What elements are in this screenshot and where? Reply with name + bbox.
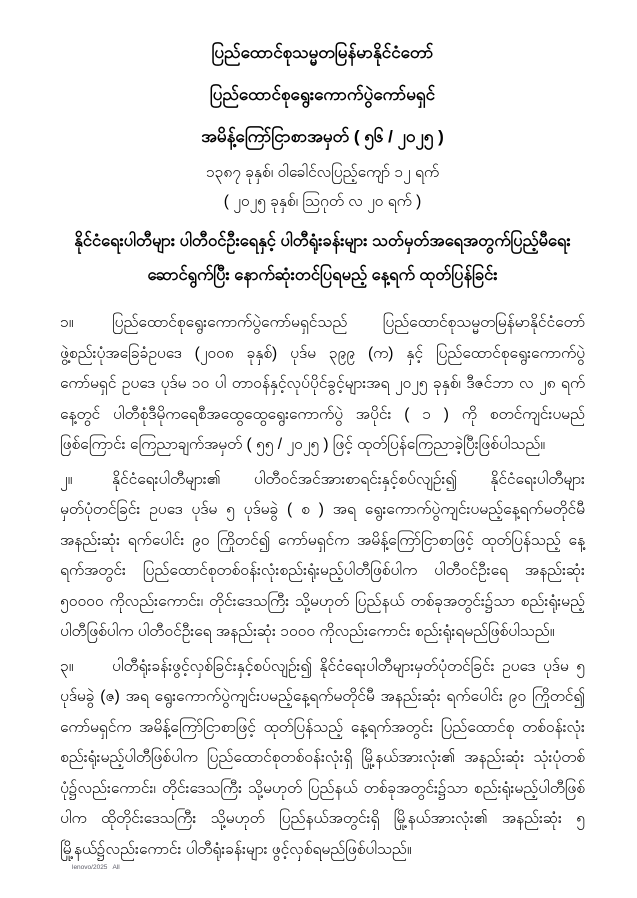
document-body (60, 308, 585, 865)
paragraph-3-number: ၃။ (60, 657, 74, 675)
document-title-line-2: ဆောင်ရွက်ပြီး နောက်ဆုံးတင်ပြရမည့် နေ့ရက် ထုတ်ပြန်ခြင်း (147, 266, 498, 284)
paragraph-3-text: ပါတီရုံးခန်းဖွင့်လှစ်ခြင်းနှင့်စပ်လျဉ်း၍ နိုင်ငံရေးပါတီများမှတ်ပုံတင်ခြင်း ဥပဒေ ပုဒ်မ ၅ ပုဒ်မခွဲ (ဇ) အရ ရွေးကောက်ပွဲကျင်းပမည့်နေ့ရက်မတိုင်မီ အနည်းဆုံး ရက်ပေါင်း ၉၀ ကြိုတင်၍ ကော်မရှင်က အမိန့်ကြော်ငြာစာဖြင့် ထုတ်ပြန်သည့် နေ့ရက်အတွင်း ပြည်ထောင်စု တစ်ဝန်းလုံး စည်းရုံးမည့်ပါတီဖြစ်ပါက ပြည်ထောင်စုတစ်ဝန်းလုံးရှိ မြို့နယ်အားလုံး၏ အနည်းဆုံး သုံးပုံတစ်ပုံ၌လည်းကောင်း၊ တိုင်းဒေသကြီး သို့မဟုတ် ပြည်နယ် တစ်ခုအတွင်း၌သာ စည်းရုံးမည့်ပါတီဖြစ်ပါက ထိုတိုင်းဒေသကြီး သို့မဟုတ် ပြည်နယ်အတွင်းရှိ မြို့နယ်အားလုံး၏ အနည်းဆုံး ၅ မြို့နယ်၌လည်းကောင်း ပါတီရုံးခန်းများ ဖွင့်လှစ်ရမည်ဖြစ်ပါသည်။ (60, 657, 585, 858)
gregorian-date: ( ၂၀၂၅ ခုနှစ်၊ ဩဂုတ် လ ၂၀ ရက် ) (223, 193, 422, 210)
myanmar-calendar-date: ၁၃၈၇ ခုနှစ်၊ ဝါခေါင်လပြည့်ကျော် ၁၂ ရက် (205, 164, 440, 181)
date-block (60, 158, 585, 216)
paragraph-1 (60, 308, 585, 461)
document-title (60, 224, 585, 292)
document-title-line-1: နိုင်ငံရေးပါတီများ ပါတီဝင်ဦးရေနှင့် ပါတီရုံးခန်းများ သတ်မှတ်အရေအတွက်ပြည့်မီရေး (74, 232, 571, 250)
document-header (60, 42, 585, 148)
paragraph-2 (60, 465, 585, 648)
state-name-line: ပြည်ထောင်စုသမ္မတမြန်မာနိုင်ငံတော် (211, 43, 434, 62)
notification-number-line: အမိန့်ကြော်ငြာစာအမှတ် ( ၅၆ / ၂၀၂၅ ) (201, 127, 444, 146)
paragraph-1-number: ၁။ (60, 314, 74, 331)
paragraph-2-text: နိုင်ငံရေးပါတီများ၏ ပါတီဝင်အင်အားစာရင်းနှင့်စပ်လျဉ်း၍ နိုင်ငံရေးပါတီများ မှတ်ပုံတင်ခြင်း ဥပဒေ ပုဒ်မ ၅ ပုဒ်မခွဲ ( စ ) အရ ရွေးကောက်ပွဲကျင်းပမည့်နေ့ရက်မတိုင်မီ အနည်းဆုံး ရက်ပေါင်း ၉၀ ကြိုတင်၍ ကော်မရှင်က အမိန့်ကြော်ငြာစာဖြင့် ထုတ်ပြန်သည့် နေ့ရက်အတွင်း ပြည်ထောင်စုတစ်ဝန်းလုံးစည်းရုံးမည့်ပါတီဖြစ်ပါက ပါတီဝင်ဦးရေ အနည်းဆုံး ၅၀၀၀၀ ကိုလည်းကောင်း၊ တိုင်းဒေသကြီး သို့မဟုတ် ပြည်နယ် တစ်ခုအတွင်း၌သာ စည်းရုံးမည့် ပါတီဖြစ်ပါက ပါတီဝင်ဦးရေ အနည်းဆုံး ၁၀၀၀ ကိုလည်းကောင်း စည်းရုံးရမည်ဖြစ်ပါသည်။ (60, 470, 585, 640)
commission-name-line: ပြည်ထောင်စုရွေးကောက်ပွဲကော်မရှင် (209, 85, 436, 104)
paragraph-1-text: ပြည်ထောင်စုရွေးကောက်ပွဲကော်မရှင်သည် ပြည်ထောင်စုသမ္မတမြန်မာနိုင်ငံတော် ဖွဲ့စည်းပုံအခြေခံဥပဒေ (၂၀၀၈ ခုနှစ်) ပုဒ်မ ၃၉၉ (က) နှင့် ပြည်ထောင်စုရွေးကောက်ပွဲ ကော်မရှင် ဥပဒေ ပုဒ်မ ၁၀ ပါ တာဝန်နှင့်လုပ်ပိုင်ခွင့်များအရ ၂၀၂၅ ခုနှစ်၊ ဒီဇင်ဘာ လ ၂၈ ရက်နေ့တွင် ပါတီစုံဒီမိုကရေစီအထွေထွေရွေးကောက်ပွဲ အပိုင်း ( ၁ ) ကို စတင်ကျင်းပမည် ဖြစ်ကြောင်း ကြေညာချက်အမှတ် ( ၅၅ / ၂၀၂၅ ) ဖြင့် ထုတ်ပြန်ကြေညာခဲ့ပြီးဖြစ်ပါသည်။ (60, 314, 585, 453)
footer-watermark: lenovo/2025 All (72, 864, 120, 871)
paragraph-2-number: ၂။ (60, 470, 73, 488)
paragraph-3 (60, 652, 585, 866)
